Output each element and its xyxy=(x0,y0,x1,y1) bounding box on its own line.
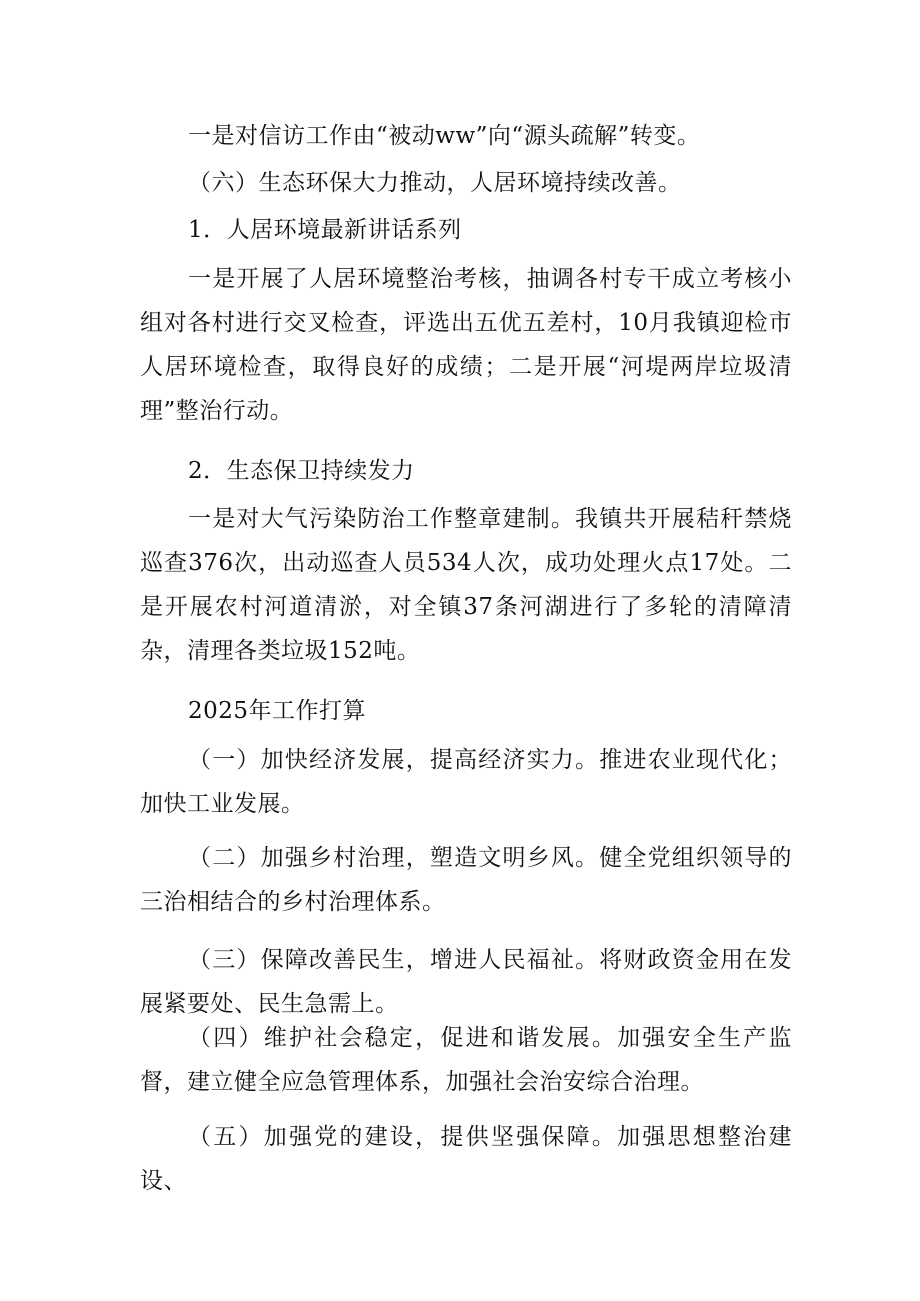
plan-item-governance: （二）加强乡村治理，塑造文明乡风。健全党组织领导的三治相结合的乡村治理体系。 xyxy=(140,845,792,915)
subheading-ecological-protection: 2．生态保卫持续发力 xyxy=(188,458,415,484)
paragraph-petition-work: 一是对信访工作由“被动ww”向“源头疏解”转变。 xyxy=(188,123,701,149)
paragraph-living-environment: 一是开展了人居环境整治考核，抽调各村专干成立考核小组对各村进行交叉检查，评选出五优五差村，10月我镇迎检市人居环境检查，取得良好的成绩；二是开展“河堤两岸垃圾清理”整治行动。 xyxy=(140,266,792,424)
plan-item-livelihood: （三）保障改善民生，增进人民福祉。将财政资金用在发展紧要处、民生急需上。 xyxy=(140,947,792,1017)
paragraph-ecological-protection: 一是对大气污染防治工作整章建制。我镇共开展秸秆禁烧巡查376次，出动巡查人员534人次，成功处理火点17处。二是开展农村河道清淤，对全镇37条河湖进行了多轮的清障清杂，清理各类垃圾152吨。 xyxy=(140,506,792,664)
heading-ecology-section: （六）生态环保大力推动，人居环境持续改善。 xyxy=(188,170,682,196)
plan-item-economy: （一）加快经济发展，提高经济实力。推进农业现代化；加快工业发展。 xyxy=(140,747,792,817)
heading-2025-plan: 2025年工作打算 xyxy=(188,698,367,724)
plan-item-stability: （四）维护社会稳定，促进和谐发展。加强安全生产监督，建立健全应急管理体系，加强社会治安综合治理。 xyxy=(140,1025,792,1095)
plan-item-party-building: （五）加强党的建设，提供坚强保障。加强思想整治建设、 xyxy=(140,1124,792,1194)
subheading-living-environment: 1．人居环境最新讲话系列 xyxy=(188,217,462,243)
